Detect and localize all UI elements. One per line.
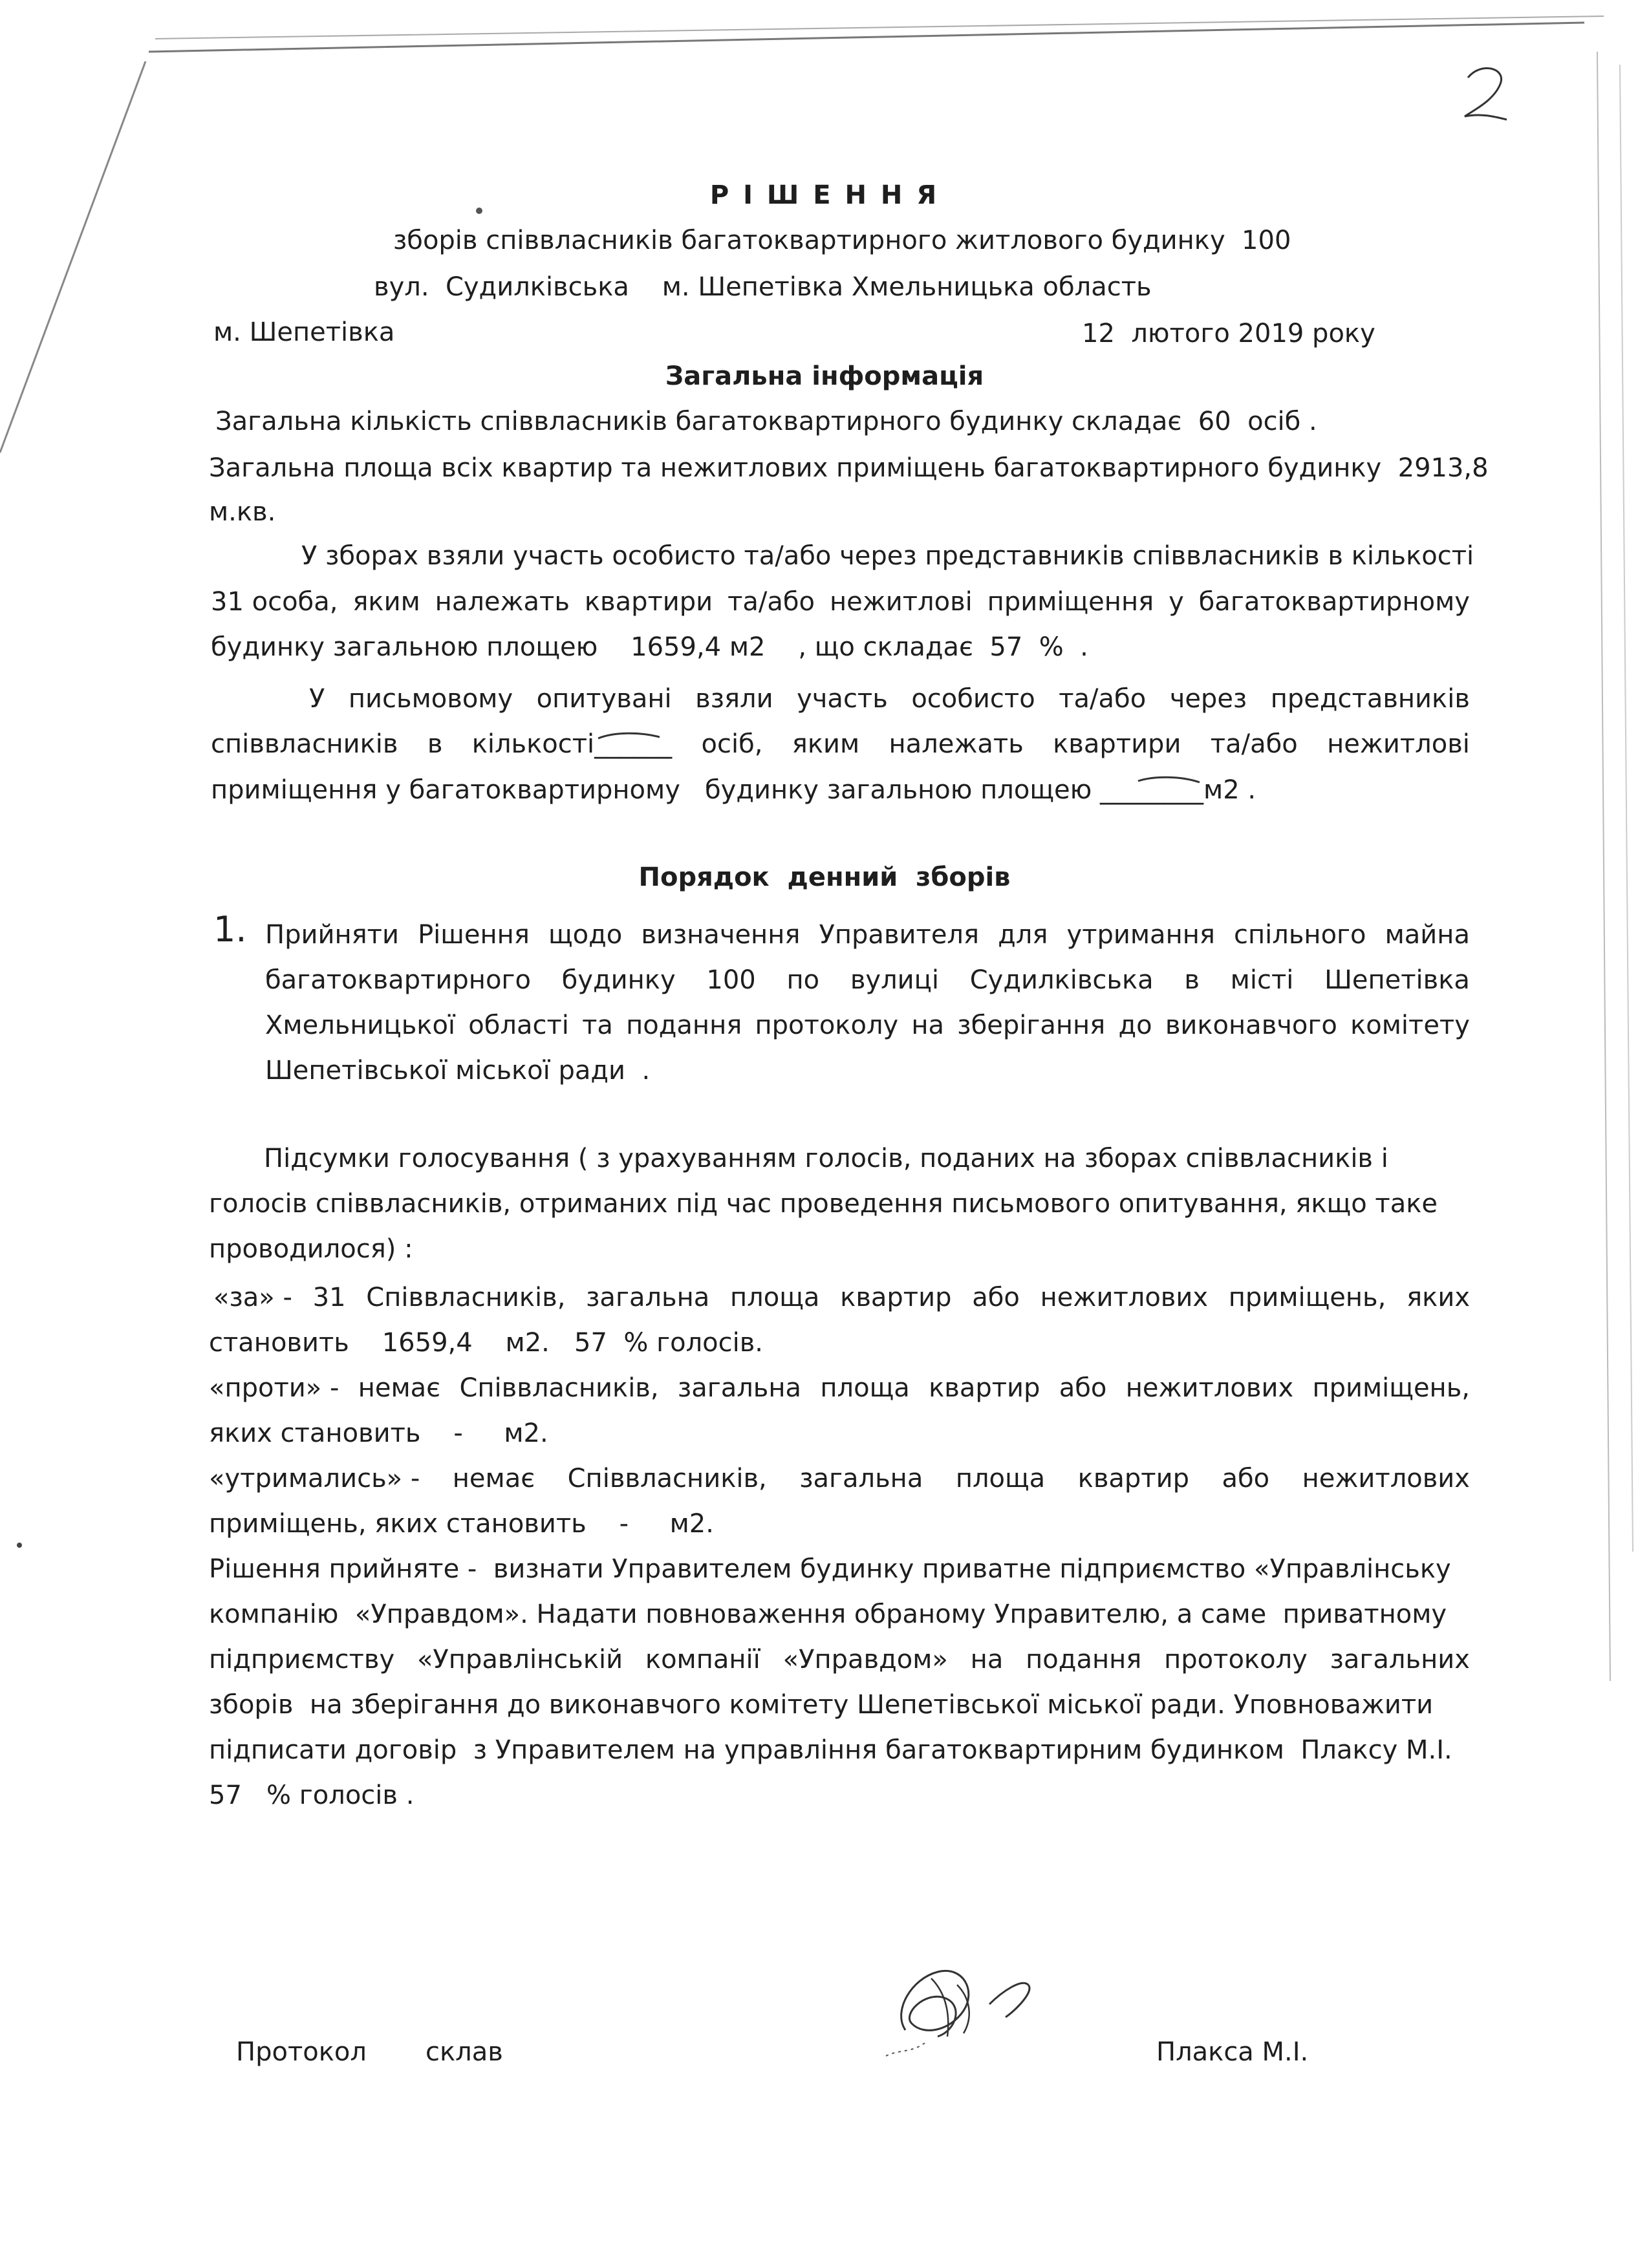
- document-place: м. Шепетівка: [213, 317, 395, 347]
- document-subtitle-line2: вул. Судилківська м. Шепетівка Хмельницька область: [374, 272, 1152, 302]
- decision-line5: підписати договір з Управителем на управління багатоквартирним будинком Плаксу М.І.: [209, 1735, 1452, 1765]
- handwritten-dash-mark-1: [595, 729, 666, 742]
- written-poll-line2: співвласників в кількості______ осіб, яким належать квартири та/або нежитлові: [211, 729, 1470, 759]
- handwritten-page-number-drawing: [1455, 58, 1513, 129]
- vote-against-line2: яких становить - м2.: [209, 1418, 548, 1448]
- attendance-line1: У зборах взяли участь особисто та/або через представників співвласників в кількості: [301, 541, 1474, 571]
- handwritten-signature: [867, 1952, 1067, 2069]
- results-intro-line2: голосів співвласників, отриманих під час проведення письмового опитування, якщо таке: [209, 1189, 1438, 1219]
- vote-for-line1: «за» - 31 Співвласників, загальна площа квартир або нежитлових приміщень, яких: [213, 1283, 1470, 1312]
- decision-line2: компанію «Управдом». Надати повноваження обраному Управителю, а саме приватному: [209, 1599, 1447, 1629]
- vote-abstain-line1: «утримались» - немає Співвласників, загальна площа квартир або нежитлових: [209, 1464, 1470, 1493]
- document-subtitle-line1: зборів співвласників багатоквартирного житлового будинку 100: [393, 226, 1291, 255]
- owners-count-line: Загальна кількість співвласників багатоквартирного будинку складає 60 осіб .: [215, 407, 1317, 436]
- agenda-item-line1: Прийняти Рішення щодо визначення Управителя для утримання спільного майна: [265, 920, 1470, 950]
- agenda-item-line2: багатоквартирного будинку 100 по вулиці Судилківська в місті Шепетівка: [265, 965, 1470, 995]
- decision-line4: зборів на зберігання до виконавчого комітету Шепетівської міської ради. Уповноважити: [209, 1690, 1434, 1720]
- agenda-item-line4: Шепетівської міської ради .: [265, 1056, 651, 1086]
- agenda-heading: Порядок денний зборів: [638, 862, 1011, 892]
- handwritten-page-number: [1455, 58, 1513, 132]
- attendance-line3: будинку загальною площею 1659,4 м2 , що складає 57 % .: [211, 632, 1088, 662]
- decision-line6: 57 % голосів .: [209, 1781, 415, 1810]
- general-info-heading: Загальна інформація: [665, 361, 984, 391]
- written-poll-line1: У письмовому опитувані взяли участь особисто та/або через представників: [309, 684, 1470, 714]
- handwritten-dash-mark-2: [1135, 773, 1206, 786]
- vote-abstain-line2: приміщень, яких становить - м2.: [209, 1509, 714, 1539]
- total-area-line1: Загальна площа всіх квартир та нежитлових приміщень багатоквартирного будинку 2913,8: [209, 453, 1489, 483]
- document-date: 12 лютого 2019 року: [1082, 319, 1375, 348]
- footer-protocol-label: Протокол: [236, 2037, 367, 2067]
- results-intro-line3: проводилося) :: [209, 1234, 413, 1264]
- written-poll-line3: приміщення у багатоквартирному будинку загальною площею ________м2 .: [211, 775, 1256, 805]
- results-intro-line1: Підсумки голосування ( з урахуванням голосів, поданих на зборах співвласників і: [264, 1144, 1388, 1173]
- decision-line1: Рішення прийняте - визнати Управителем будинку приватне підприємство «Управлінську: [209, 1554, 1451, 1584]
- footer-signatory-name: Плакса М.І.: [1156, 2037, 1309, 2067]
- agenda-item-line3: Хмельницької області та подання протоколу на зберігання до виконавчого комітету: [265, 1011, 1470, 1040]
- attendance-line2: 31 особа, яким належать квартири та/або нежитлові приміщення у багатоквартирному: [211, 587, 1470, 617]
- decision-line3: підприємству «Управлінській компанії «Управдом» на подання протоколу загальних: [209, 1645, 1470, 1674]
- total-area-line2: м.кв.: [209, 497, 276, 527]
- agenda-item-number: 1.: [213, 909, 247, 950]
- vote-for-line2: становить 1659,4 м2. 57 % голосів.: [209, 1328, 764, 1358]
- document-title: Р І Ш Е Н Н Я: [709, 180, 940, 210]
- vote-against-line1: «проти» - немає Співвласників, загальна площа квартир або нежитлових приміщень,: [209, 1373, 1470, 1403]
- footer-compiled-label: склав: [426, 2037, 503, 2067]
